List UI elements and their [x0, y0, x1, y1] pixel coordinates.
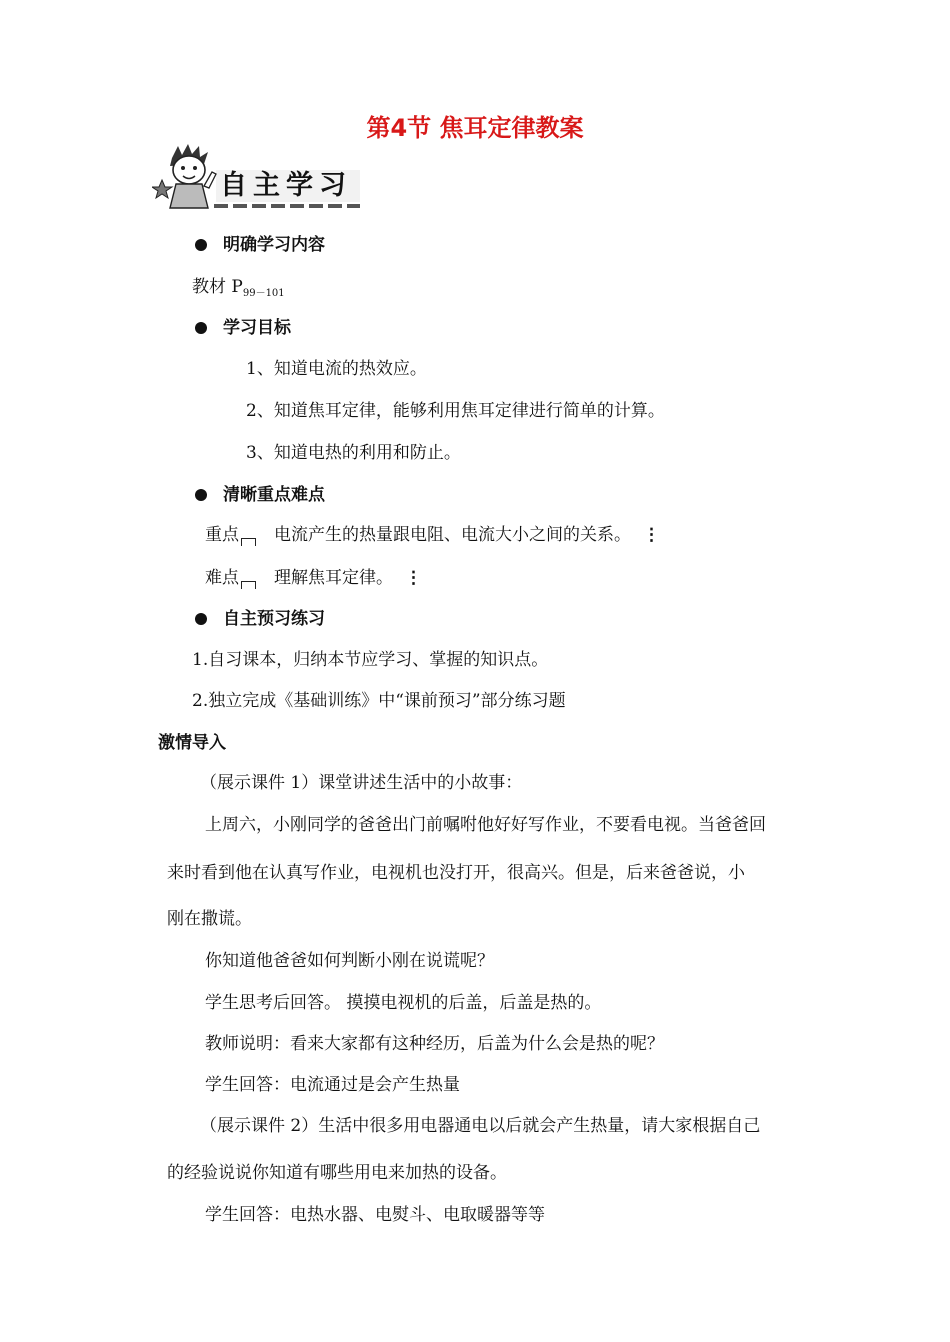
intro-line: 学生回答：电热水器、电熨斗、电取暖器等等 — [205, 1205, 545, 1225]
intro-line: 学生思考后回答。 摸摸电视机的后盖，后盖是热的。 — [205, 993, 602, 1013]
goal-item: 3、知道电热的利用和防止。 — [246, 443, 461, 463]
intro-line: 教师说明：看来大家都有这种经历，后盖为什么会是热的呢？ — [205, 1034, 664, 1054]
heading-text: 自主预习练习 — [223, 609, 325, 629]
preview-item: 1.自习课本，归纳本节应学习、掌握的知识点。 — [192, 650, 549, 670]
intro-line: 刚在撒谎。 — [167, 909, 252, 929]
section-heading-content — [195, 230, 325, 255]
intro-line: 来时看到他在认真写作业，电视机也没打开，很高兴。但是，后来爸爸说，小 — [167, 863, 745, 883]
preview-item: 2.独立完成《基础训练》中“课前预习”部分练习题 — [192, 691, 566, 711]
intro-line: 你知道他爸爸如何判断小刚在说谎呢？ — [205, 951, 494, 971]
goal-item: 2、知道焦耳定律，能够利用焦耳定律进行简单的计算。 — [246, 401, 665, 421]
bracket-mark-icon — [241, 581, 256, 589]
ellipsis-icon: ⋮ — [643, 525, 660, 545]
difficult-point-row — [205, 563, 422, 589]
textbook-pages — [192, 272, 285, 299]
bullet-icon — [195, 613, 207, 625]
heading-text: 清晰重点难点 — [223, 485, 325, 505]
key-text: 电流产生的热量跟电阻、电流大小之间的关系。 — [274, 525, 631, 545]
difficult-text: 理解焦耳定律。 — [274, 568, 393, 588]
section-heading-keypoints — [195, 480, 325, 505]
bracket-mark-icon — [241, 538, 256, 546]
intro-line: 的经验说说你知道有哪些用电来加热的设备。 — [167, 1163, 507, 1183]
section-heading-preview — [195, 604, 325, 629]
bullet-icon — [195, 239, 207, 251]
heading-text: 学习目标 — [223, 318, 291, 338]
bullet-icon — [195, 322, 207, 334]
intro-line: 学生回答：电流通过是会产生热量 — [205, 1075, 460, 1095]
bullet-icon — [195, 489, 207, 501]
intro-line: （展示课件 2）生活中很多用电器通电以后就会产生热量，请大家根据自己 — [200, 1116, 761, 1136]
heading-text: 明确学习内容 — [223, 235, 325, 255]
textbook-label: 教材 P — [192, 277, 243, 297]
intro-line: 上周六，小刚同学的爸爸出门前嘱咐他好好写作业，不要看电视。当爸爸回 — [205, 815, 766, 835]
banner-label: 自主学习 — [220, 170, 352, 201]
section-heading-goals — [195, 313, 291, 338]
intro-line: （展示课件 1）课堂讲述生活中的小故事： — [200, 773, 523, 793]
goal-item: 1、知道电流的热效应。 — [246, 359, 427, 379]
ellipsis-icon: ⋮ — [405, 568, 422, 588]
key-point-row — [205, 520, 660, 546]
difficult-label: 难点 — [205, 568, 239, 588]
page-title: 第4节 焦耳定律教案 — [366, 114, 584, 142]
page-range: 99－101 — [242, 288, 285, 299]
key-label: 重点 — [205, 525, 239, 545]
intro-heading: 激情导入 — [158, 733, 226, 753]
section-banner — [152, 142, 364, 212]
